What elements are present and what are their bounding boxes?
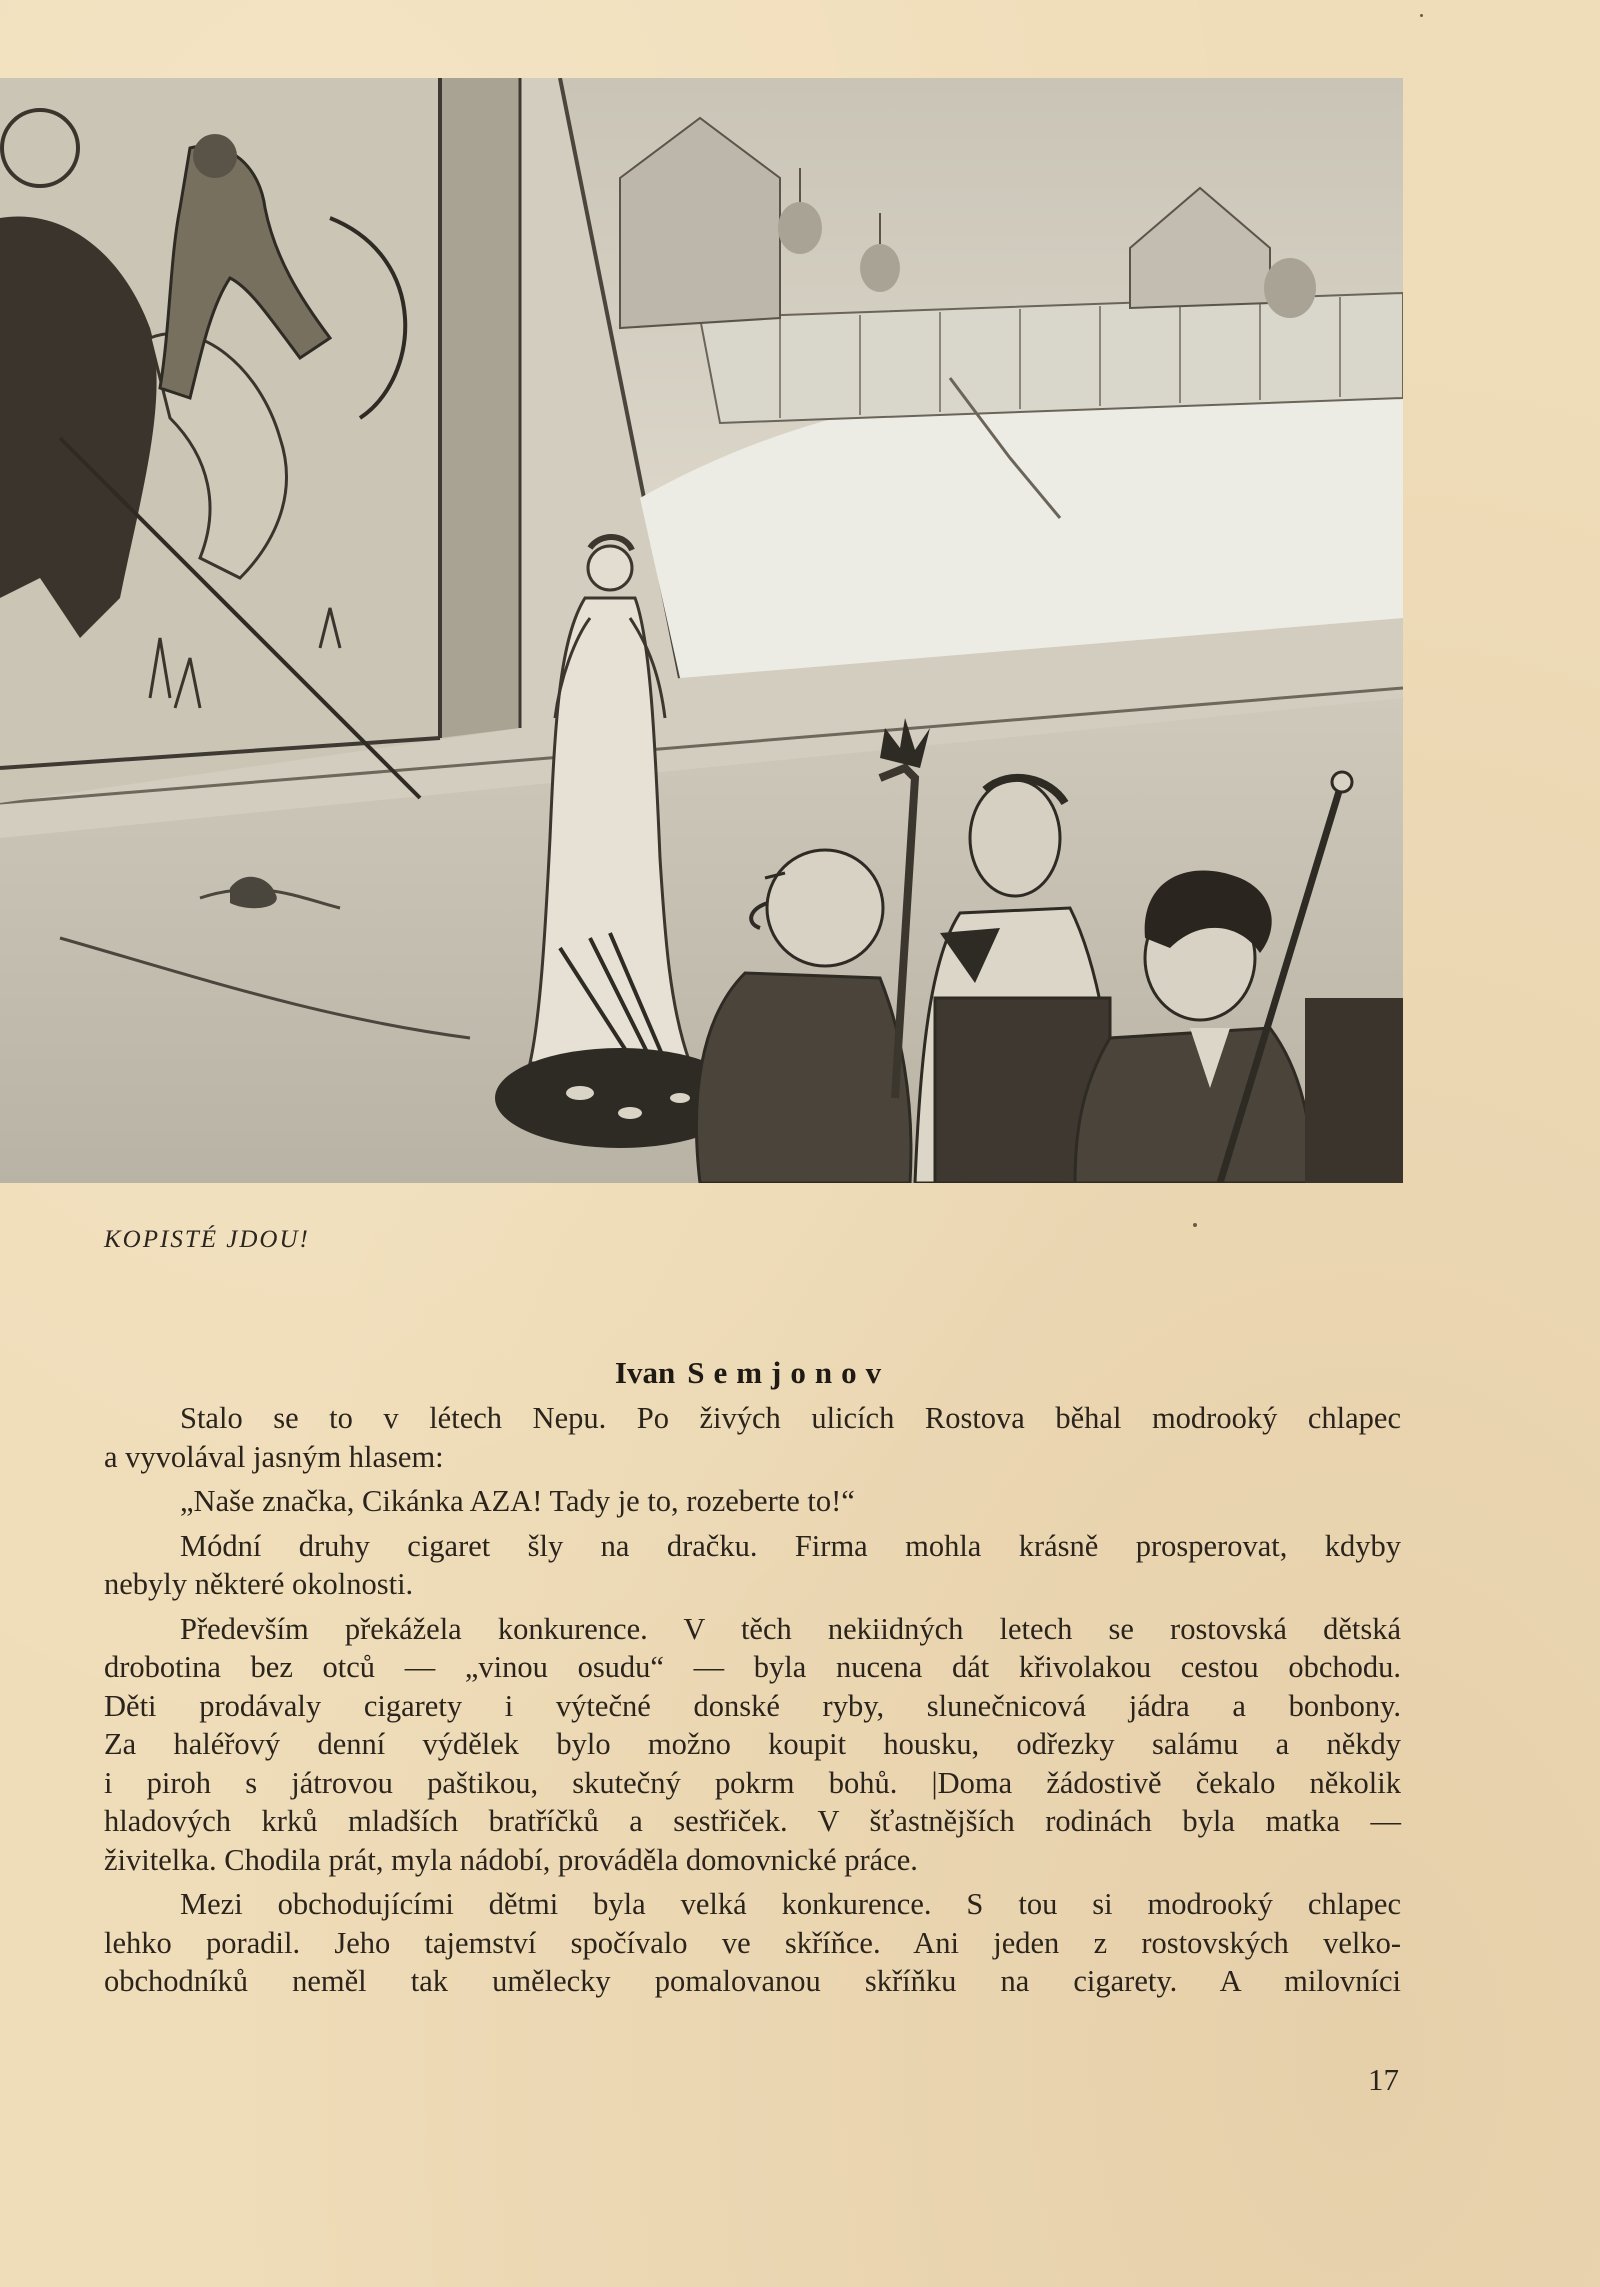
text-line: a vyvolával jasným hlasem: xyxy=(104,1439,444,1474)
text-line: „Naše značka, Cikánka AZA! Tady je to, rozeberte to!“ xyxy=(180,1484,855,1518)
paper-speck xyxy=(1193,1223,1197,1227)
paragraph xyxy=(104,1610,1401,1880)
article xyxy=(104,1355,1401,2007)
right-painting xyxy=(560,78,1403,678)
paper-speck xyxy=(1420,14,1423,17)
text-line: Za haléřový denní výdělek bylo možno koupit housku, odřezky salámu a někdy xyxy=(104,1727,1401,1761)
cartoon-drawing xyxy=(0,78,1403,1183)
text-line: Módní druhy cigaret šly na dračku. Firma mohla krásně prosperovat, kdyby xyxy=(180,1528,1401,1563)
text-line: hladových krků mladších bratříčků a sestřiček. V šťastnějších rodinách byla matka — xyxy=(104,1804,1401,1838)
paragraph xyxy=(104,1399,1401,1476)
page-number: 17 xyxy=(1368,2062,1399,2097)
text-line: Mezi obchodujícími dětmi byla velká konkurence. S tou si modrooký chlapec xyxy=(180,1887,1401,1921)
text-line: nebyly některé okolnosti. xyxy=(104,1567,414,1601)
illustration-caption: KOPISTÉ JDOU! xyxy=(104,1226,310,1253)
paragraph xyxy=(104,1527,1401,1604)
text-line: obchodníků neměl tak umělecky pomalovanou skříňku na cigarety. A milovníci xyxy=(104,1964,1401,1998)
text-line: drobotina bez otců — „vinou osudu“ — byla nucena dát křivolakou cestou obchodu. xyxy=(104,1650,1401,1684)
text-line: Především překážela konkurence. V těch nekiidných letech se rostovská dětská xyxy=(180,1611,1401,1646)
author-first-name: Ivan xyxy=(614,1355,676,1390)
text-line: i piroh s játrovou paštikou, skutečný pokrm bohů. |Doma žádostivě čekalo několik xyxy=(104,1765,1401,1800)
text-line: Děti prodávaly cigarety i výtečné donské ryby, slunečnicová jádra a bonbony. xyxy=(104,1688,1401,1723)
text-line: Stalo se to v létech Nepu. Po živých ulicích Rostova běhal modrooký chlapec xyxy=(180,1401,1401,1435)
author-heading xyxy=(104,1355,1401,1391)
paragraph xyxy=(104,1885,1401,2001)
left-painting xyxy=(0,78,520,803)
text-line: živitelka. Chodila prát, myla nádobí, prováděla domovnické práce. xyxy=(104,1842,918,1877)
cartoon-illustration xyxy=(0,78,1403,1183)
text-line: lehko poradil. Jeho tajemství spočívalo ve skříňce. Ani jeden z rostovských velko- xyxy=(104,1925,1401,1960)
paragraph xyxy=(104,1482,1401,1521)
author-last-name: Semjonov xyxy=(687,1355,891,1390)
